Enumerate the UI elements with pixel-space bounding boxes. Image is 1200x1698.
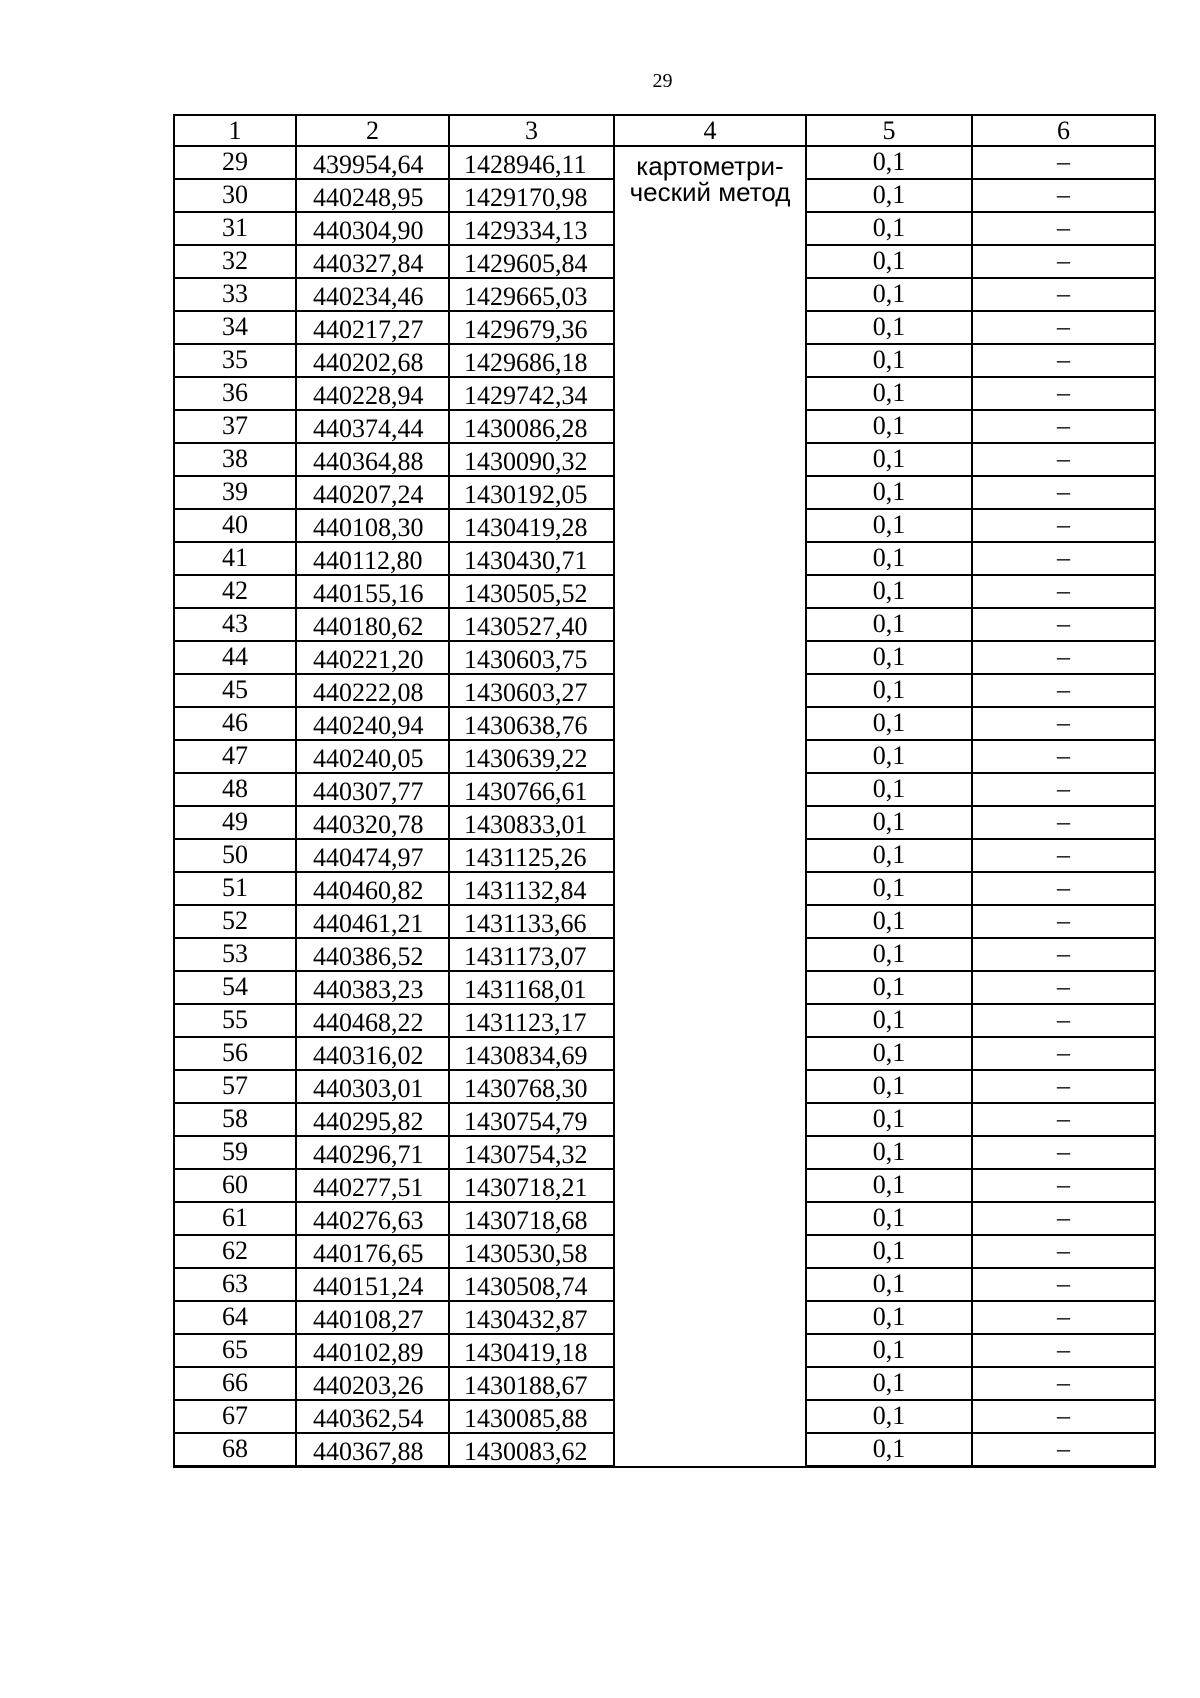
coordinate-y-cell: 1430639,22 bbox=[449, 740, 614, 773]
coordinate-x-cell: 440234,46 bbox=[296, 278, 449, 311]
point-number-cell: 56 bbox=[174, 1037, 296, 1070]
point-number-cell: 64 bbox=[174, 1301, 296, 1334]
coordinate-x-cell: 440176,65 bbox=[296, 1235, 449, 1268]
precision-cell: 0,1 bbox=[806, 377, 972, 410]
precision-cell: 0,1 bbox=[806, 1367, 972, 1400]
coordinate-x-cell: 440276,63 bbox=[296, 1202, 449, 1235]
coordinate-y-cell: 1429686,18 bbox=[449, 344, 614, 377]
coordinate-x-cell: 440102,89 bbox=[296, 1334, 449, 1367]
note-cell: – bbox=[972, 839, 1155, 872]
note-cell: – bbox=[972, 509, 1155, 542]
precision-cell: 0,1 bbox=[806, 806, 972, 839]
header-cell-4: 4 bbox=[614, 115, 806, 146]
coordinate-y-cell: 1430834,69 bbox=[449, 1037, 614, 1070]
precision-cell: 0,1 bbox=[806, 1400, 972, 1433]
coordinate-y-cell: 1429665,03 bbox=[449, 278, 614, 311]
precision-cell: 0,1 bbox=[806, 311, 972, 344]
note-cell: – bbox=[972, 905, 1155, 938]
note-cell: – bbox=[972, 1169, 1155, 1202]
point-number-cell: 31 bbox=[174, 212, 296, 245]
note-cell: – bbox=[972, 773, 1155, 806]
header-cell-1: 1 bbox=[174, 115, 296, 146]
coordinate-x-cell: 440108,30 bbox=[296, 509, 449, 542]
note-cell: – bbox=[972, 971, 1155, 1004]
coordinate-y-cell: 1430083,62 bbox=[449, 1433, 614, 1467]
precision-cell: 0,1 bbox=[806, 245, 972, 278]
precision-cell: 0,1 bbox=[806, 1136, 972, 1169]
precision-cell: 0,1 bbox=[806, 443, 972, 476]
coordinate-y-cell: 1431125,26 bbox=[449, 839, 614, 872]
coordinate-x-cell: 440364,88 bbox=[296, 443, 449, 476]
point-number-cell: 46 bbox=[174, 707, 296, 740]
page-number: 29 bbox=[652, 70, 673, 92]
point-number-cell: 42 bbox=[174, 575, 296, 608]
precision-cell: 0,1 bbox=[806, 674, 972, 707]
coordinate-x-cell: 440316,02 bbox=[296, 1037, 449, 1070]
point-number-cell: 33 bbox=[174, 278, 296, 311]
coordinate-x-cell: 440295,82 bbox=[296, 1103, 449, 1136]
coordinate-x-cell: 440108,27 bbox=[296, 1301, 449, 1334]
note-cell: – bbox=[972, 1433, 1155, 1467]
coordinate-y-cell: 1430766,61 bbox=[449, 773, 614, 806]
coordinate-y-cell: 1430085,88 bbox=[449, 1400, 614, 1433]
point-number-cell: 48 bbox=[174, 773, 296, 806]
note-cell: – bbox=[972, 443, 1155, 476]
coordinate-y-cell: 1428946,11 bbox=[449, 146, 614, 179]
precision-cell: 0,1 bbox=[806, 1103, 972, 1136]
coordinate-x-cell: 440240,05 bbox=[296, 740, 449, 773]
coordinate-x-cell: 440202,68 bbox=[296, 344, 449, 377]
precision-cell: 0,1 bbox=[806, 1334, 972, 1367]
coordinate-x-cell: 440307,77 bbox=[296, 773, 449, 806]
method-line-1: картометри- bbox=[636, 151, 784, 182]
point-number-cell: 32 bbox=[174, 245, 296, 278]
precision-cell: 0,1 bbox=[806, 1202, 972, 1235]
method-cell bbox=[614, 146, 806, 1467]
coordinate-x-cell: 440296,71 bbox=[296, 1136, 449, 1169]
coordinate-y-cell: 1430419,18 bbox=[449, 1334, 614, 1367]
precision-cell: 0,1 bbox=[806, 905, 972, 938]
coordinate-y-cell: 1429334,13 bbox=[449, 212, 614, 245]
coordinate-x-cell: 440386,52 bbox=[296, 938, 449, 971]
note-cell: – bbox=[972, 146, 1155, 179]
coordinate-y-cell: 1430086,28 bbox=[449, 410, 614, 443]
coordinate-x-cell: 440240,94 bbox=[296, 707, 449, 740]
precision-cell: 0,1 bbox=[806, 542, 972, 575]
header-cell-2: 2 bbox=[296, 115, 449, 146]
coordinate-y-cell: 1430508,74 bbox=[449, 1268, 614, 1301]
coordinate-y-cell: 1430188,67 bbox=[449, 1367, 614, 1400]
point-number-cell: 57 bbox=[174, 1070, 296, 1103]
coordinate-y-cell: 1430530,58 bbox=[449, 1235, 614, 1268]
precision-cell: 0,1 bbox=[806, 872, 972, 905]
coordinate-x-cell: 440228,94 bbox=[296, 377, 449, 410]
coordinate-x-cell: 440277,51 bbox=[296, 1169, 449, 1202]
coordinate-x-cell: 440320,78 bbox=[296, 806, 449, 839]
precision-cell: 0,1 bbox=[806, 1301, 972, 1334]
coordinate-x-cell: 440112,80 bbox=[296, 542, 449, 575]
note-cell: – bbox=[972, 575, 1155, 608]
point-number-cell: 53 bbox=[174, 938, 296, 971]
point-number-cell: 37 bbox=[174, 410, 296, 443]
note-cell: – bbox=[972, 1268, 1155, 1301]
coordinate-y-cell: 1430419,28 bbox=[449, 509, 614, 542]
method-line-2: ческий метод bbox=[629, 177, 791, 208]
note-cell: – bbox=[972, 608, 1155, 641]
coordinate-y-cell: 1429170,98 bbox=[449, 179, 614, 212]
coordinate-x-cell: 440180,62 bbox=[296, 608, 449, 641]
point-number-cell: 34 bbox=[174, 311, 296, 344]
note-cell: – bbox=[972, 740, 1155, 773]
coordinate-y-cell: 1430754,79 bbox=[449, 1103, 614, 1136]
coordinate-y-cell: 1430527,40 bbox=[449, 608, 614, 641]
table-header-row bbox=[174, 115, 1155, 146]
precision-cell: 0,1 bbox=[806, 344, 972, 377]
note-cell: – bbox=[972, 344, 1155, 377]
point-number-cell: 55 bbox=[174, 1004, 296, 1037]
precision-cell: 0,1 bbox=[806, 938, 972, 971]
coordinate-x-cell: 440151,24 bbox=[296, 1268, 449, 1301]
coordinate-y-cell: 1429679,36 bbox=[449, 311, 614, 344]
note-cell: – bbox=[972, 542, 1155, 575]
header-cell-3: 3 bbox=[449, 115, 614, 146]
point-number-cell: 30 bbox=[174, 179, 296, 212]
coordinate-y-cell: 1431133,66 bbox=[449, 905, 614, 938]
precision-cell: 0,1 bbox=[806, 1169, 972, 1202]
note-cell: – bbox=[972, 1004, 1155, 1037]
point-number-cell: 52 bbox=[174, 905, 296, 938]
precision-cell: 0,1 bbox=[806, 740, 972, 773]
point-number-cell: 62 bbox=[174, 1235, 296, 1268]
coordinate-y-cell: 1430432,87 bbox=[449, 1301, 614, 1334]
coordinate-y-cell: 1430833,01 bbox=[449, 806, 614, 839]
coordinate-y-cell: 1430192,05 bbox=[449, 476, 614, 509]
point-number-cell: 29 bbox=[174, 146, 296, 179]
precision-cell: 0,1 bbox=[806, 1004, 972, 1037]
note-cell: – bbox=[972, 1334, 1155, 1367]
precision-cell: 0,1 bbox=[806, 839, 972, 872]
note-cell: – bbox=[972, 1070, 1155, 1103]
coordinate-x-cell: 440362,54 bbox=[296, 1400, 449, 1433]
precision-cell: 0,1 bbox=[806, 1268, 972, 1301]
note-cell: – bbox=[972, 245, 1155, 278]
coordinate-x-cell: 440474,97 bbox=[296, 839, 449, 872]
coordinate-y-cell: 1430638,76 bbox=[449, 707, 614, 740]
coordinate-x-cell: 440468,22 bbox=[296, 1004, 449, 1037]
point-number-cell: 45 bbox=[174, 674, 296, 707]
coordinates-table bbox=[173, 114, 1156, 1468]
point-number-cell: 38 bbox=[174, 443, 296, 476]
coordinate-y-cell: 1430603,75 bbox=[449, 641, 614, 674]
coordinate-y-cell: 1430718,21 bbox=[449, 1169, 614, 1202]
precision-cell: 0,1 bbox=[806, 1070, 972, 1103]
precision-cell: 0,1 bbox=[806, 509, 972, 542]
precision-cell: 0,1 bbox=[806, 476, 972, 509]
point-number-cell: 59 bbox=[174, 1136, 296, 1169]
coordinate-y-cell: 1429605,84 bbox=[449, 245, 614, 278]
coordinate-y-cell: 1431173,07 bbox=[449, 938, 614, 971]
coordinate-y-cell: 1430603,27 bbox=[449, 674, 614, 707]
coordinate-y-cell: 1431123,17 bbox=[449, 1004, 614, 1037]
precision-cell: 0,1 bbox=[806, 146, 972, 179]
coordinate-x-cell: 440460,82 bbox=[296, 872, 449, 905]
point-number-cell: 63 bbox=[174, 1268, 296, 1301]
note-cell: – bbox=[972, 377, 1155, 410]
table-row bbox=[174, 146, 1155, 179]
coordinate-x-cell: 440222,08 bbox=[296, 674, 449, 707]
point-number-cell: 68 bbox=[174, 1433, 296, 1467]
table-body bbox=[174, 115, 1155, 1467]
point-number-cell: 44 bbox=[174, 641, 296, 674]
coordinate-y-cell: 1430505,52 bbox=[449, 575, 614, 608]
note-cell: – bbox=[972, 212, 1155, 245]
coordinate-x-cell: 440367,88 bbox=[296, 1433, 449, 1467]
coordinate-x-cell: 440155,16 bbox=[296, 575, 449, 608]
point-number-cell: 58 bbox=[174, 1103, 296, 1136]
precision-cell: 0,1 bbox=[806, 1433, 972, 1467]
coordinate-x-cell: 440374,44 bbox=[296, 410, 449, 443]
point-number-cell: 66 bbox=[174, 1367, 296, 1400]
note-cell: – bbox=[972, 641, 1155, 674]
point-number-cell: 50 bbox=[174, 839, 296, 872]
note-cell: – bbox=[972, 476, 1155, 509]
coordinate-x-cell: 440248,95 bbox=[296, 179, 449, 212]
coordinate-x-cell: 440217,27 bbox=[296, 311, 449, 344]
note-cell: – bbox=[972, 707, 1155, 740]
precision-cell: 0,1 bbox=[806, 575, 972, 608]
note-cell: – bbox=[972, 1037, 1155, 1070]
note-cell: – bbox=[972, 1103, 1155, 1136]
note-cell: – bbox=[972, 872, 1155, 905]
note-cell: – bbox=[972, 1235, 1155, 1268]
precision-cell: 0,1 bbox=[806, 971, 972, 1004]
precision-cell: 0,1 bbox=[806, 278, 972, 311]
note-cell: – bbox=[972, 278, 1155, 311]
note-cell: – bbox=[972, 938, 1155, 971]
precision-cell: 0,1 bbox=[806, 641, 972, 674]
point-number-cell: 60 bbox=[174, 1169, 296, 1202]
point-number-cell: 41 bbox=[174, 542, 296, 575]
point-number-cell: 49 bbox=[174, 806, 296, 839]
coordinate-x-cell: 439954,64 bbox=[296, 146, 449, 179]
note-cell: – bbox=[972, 1367, 1155, 1400]
coordinate-y-cell: 1431168,01 bbox=[449, 971, 614, 1004]
precision-cell: 0,1 bbox=[806, 608, 972, 641]
point-number-cell: 47 bbox=[174, 740, 296, 773]
precision-cell: 0,1 bbox=[806, 773, 972, 806]
header-cell-6: 6 bbox=[972, 115, 1155, 146]
note-cell: – bbox=[972, 1202, 1155, 1235]
point-number-cell: 43 bbox=[174, 608, 296, 641]
point-number-cell: 35 bbox=[174, 344, 296, 377]
note-cell: – bbox=[972, 179, 1155, 212]
note-cell: – bbox=[972, 410, 1155, 443]
point-number-cell: 40 bbox=[174, 509, 296, 542]
coordinate-x-cell: 440327,84 bbox=[296, 245, 449, 278]
coordinate-y-cell: 1430754,32 bbox=[449, 1136, 614, 1169]
coordinate-x-cell: 440304,90 bbox=[296, 212, 449, 245]
coordinate-y-cell: 1431132,84 bbox=[449, 872, 614, 905]
coordinate-y-cell: 1430718,68 bbox=[449, 1202, 614, 1235]
precision-cell: 0,1 bbox=[806, 410, 972, 443]
coordinate-x-cell: 440303,01 bbox=[296, 1070, 449, 1103]
precision-cell: 0,1 bbox=[806, 707, 972, 740]
coordinate-y-cell: 1430090,32 bbox=[449, 443, 614, 476]
point-number-cell: 65 bbox=[174, 1334, 296, 1367]
note-cell: – bbox=[972, 1301, 1155, 1334]
header-cell-5: 5 bbox=[806, 115, 972, 146]
coordinate-y-cell: 1430768,30 bbox=[449, 1070, 614, 1103]
precision-cell: 0,1 bbox=[806, 1235, 972, 1268]
coordinate-x-cell: 440221,20 bbox=[296, 641, 449, 674]
point-number-cell: 51 bbox=[174, 872, 296, 905]
coordinate-x-cell: 440383,23 bbox=[296, 971, 449, 1004]
note-cell: – bbox=[972, 674, 1155, 707]
coordinate-y-cell: 1429742,34 bbox=[449, 377, 614, 410]
coordinate-x-cell: 440203,26 bbox=[296, 1367, 449, 1400]
point-number-cell: 61 bbox=[174, 1202, 296, 1235]
precision-cell: 0,1 bbox=[806, 212, 972, 245]
point-number-cell: 67 bbox=[174, 1400, 296, 1433]
precision-cell: 0,1 bbox=[806, 1037, 972, 1070]
coordinate-y-cell: 1430430,71 bbox=[449, 542, 614, 575]
point-number-cell: 39 bbox=[174, 476, 296, 509]
note-cell: – bbox=[972, 806, 1155, 839]
precision-cell: 0,1 bbox=[806, 179, 972, 212]
note-cell: – bbox=[972, 1400, 1155, 1433]
coordinate-x-cell: 440207,24 bbox=[296, 476, 449, 509]
note-cell: – bbox=[972, 311, 1155, 344]
point-number-cell: 36 bbox=[174, 377, 296, 410]
note-cell: – bbox=[972, 1136, 1155, 1169]
point-number-cell: 54 bbox=[174, 971, 296, 1004]
coordinate-x-cell: 440461,21 bbox=[296, 905, 449, 938]
